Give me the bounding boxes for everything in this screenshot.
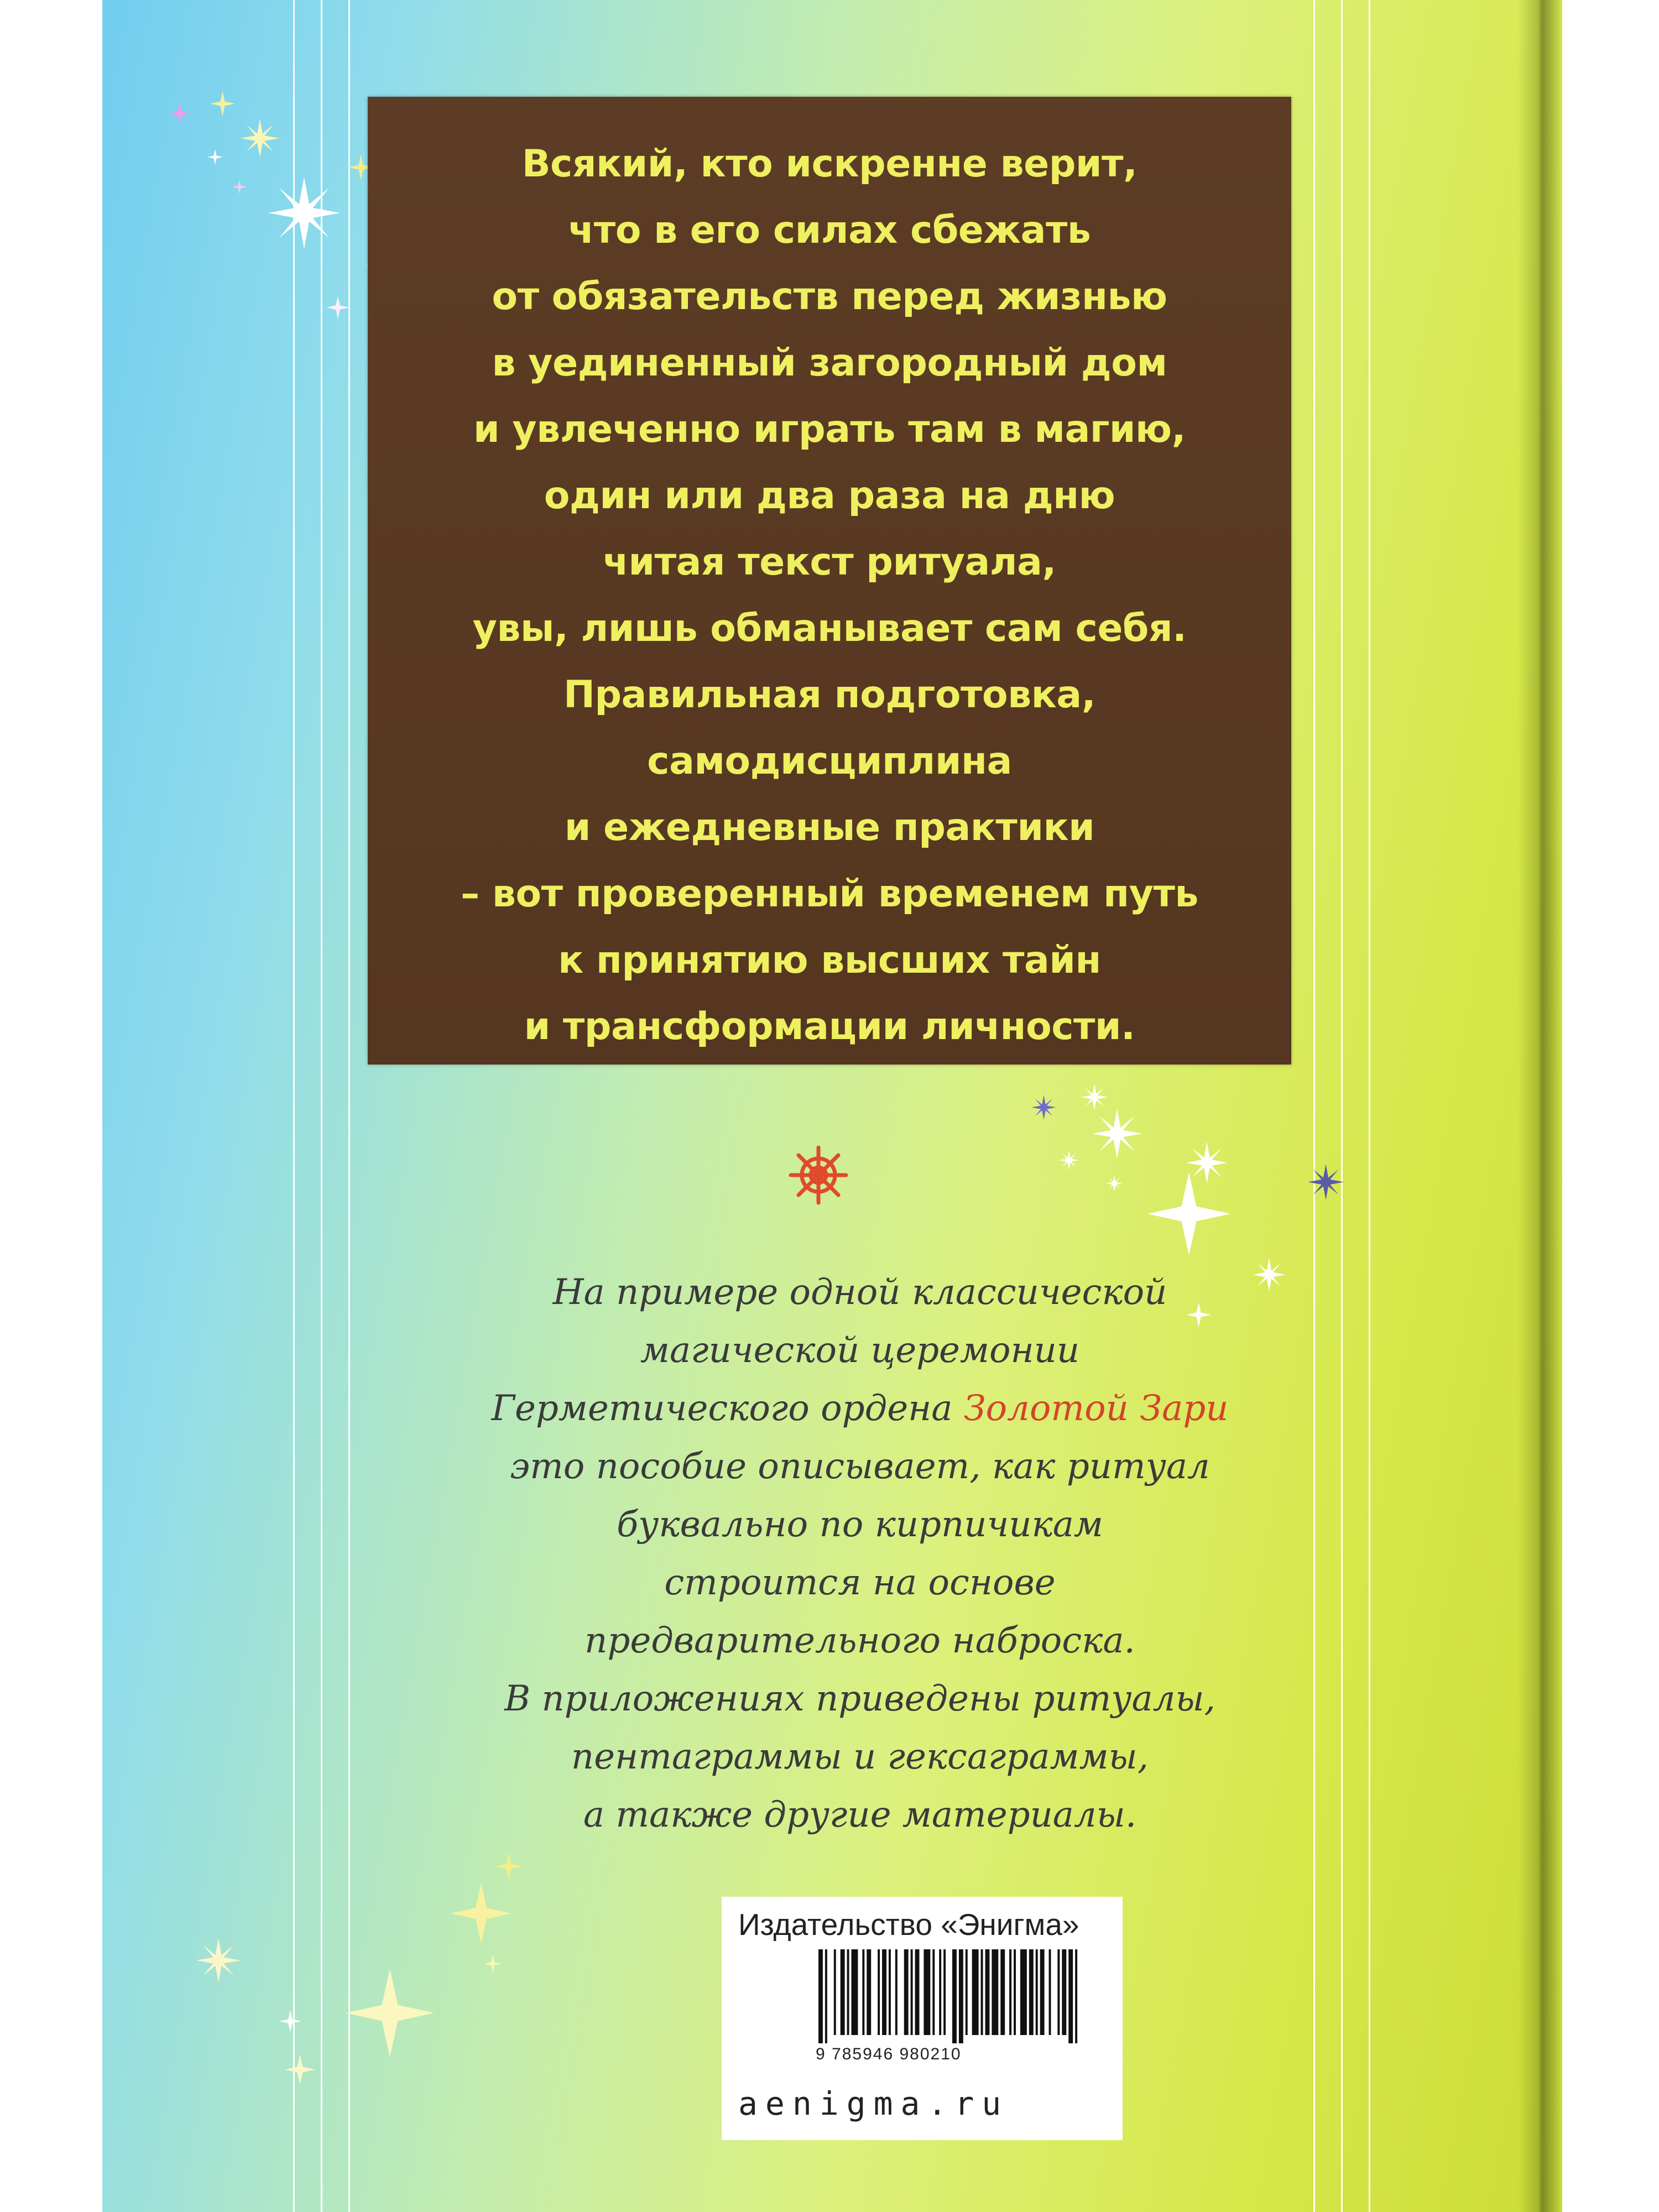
star-icon bbox=[326, 296, 349, 319]
star-icon bbox=[232, 180, 247, 194]
description-line: магической церемонии bbox=[640, 1330, 1080, 1371]
description-line: это пособие описывает, как ритуал bbox=[510, 1446, 1210, 1487]
barcode-bar bbox=[841, 1949, 845, 2035]
star-icon bbox=[241, 119, 279, 158]
quote-line: и увлеченно играть там в магию, bbox=[473, 408, 1186, 451]
barcode-bar bbox=[985, 1949, 989, 2035]
quote-line: – вот проверенный временем путь bbox=[461, 872, 1198, 916]
description-line: На примере одной классической bbox=[552, 1272, 1167, 1313]
star-icon bbox=[1147, 1172, 1230, 1255]
description-line: буквально по кирпичикам bbox=[617, 1504, 1103, 1545]
decorative-line bbox=[1313, 0, 1315, 2212]
quote-text bbox=[368, 131, 1291, 1060]
description-line: строится на основе bbox=[664, 1562, 1056, 1603]
barcode-bar bbox=[1057, 1949, 1060, 2035]
barcode-bar bbox=[904, 1949, 909, 2035]
star-icon bbox=[1186, 1142, 1228, 1183]
barcode-bar bbox=[1062, 1949, 1066, 2035]
barcode-bar bbox=[818, 1949, 823, 2043]
barcode-bar bbox=[1029, 1949, 1034, 2035]
star-icon bbox=[1106, 1175, 1123, 1192]
star-icon bbox=[1031, 1095, 1056, 1120]
book-spine-edge bbox=[1518, 0, 1562, 2212]
star-icon bbox=[346, 1969, 434, 2057]
description-line: предварительного наброска. bbox=[585, 1620, 1135, 1661]
star-icon bbox=[279, 2010, 301, 2032]
barcode-bar bbox=[1014, 1949, 1016, 2035]
quote-line: в уединенный загородный дом bbox=[492, 341, 1167, 385]
quote-line: и ежедневные практики bbox=[564, 806, 1095, 849]
barcode-bar bbox=[981, 1949, 983, 2035]
barcode-bar bbox=[825, 1949, 827, 2043]
barcode-bar bbox=[911, 1949, 913, 2035]
barcode-bar bbox=[834, 1949, 836, 2035]
barcode-bar bbox=[852, 1949, 858, 2035]
barcode-bar bbox=[952, 1949, 957, 2043]
barcode-bar bbox=[882, 1949, 886, 2035]
star-icon bbox=[196, 1938, 241, 1983]
star-icon bbox=[169, 102, 191, 124]
barcode-bar bbox=[943, 1949, 946, 2035]
description-line: пентаграммы и гексаграммы, bbox=[571, 1736, 1149, 1777]
barcode-bar bbox=[1068, 1949, 1073, 2043]
barcode-bar bbox=[972, 1949, 979, 2035]
quote-line: самодисциплина bbox=[647, 739, 1012, 783]
publisher-name: Издательство «Энигма» bbox=[738, 1907, 1079, 1942]
decorative-line bbox=[1369, 0, 1370, 2212]
barcode-bar bbox=[939, 1949, 941, 2035]
barcode-icon bbox=[818, 1949, 1084, 2043]
sunwheel-emblem-icon bbox=[785, 1142, 852, 1208]
decorative-line bbox=[1341, 0, 1343, 2212]
quote-line: увы, лишь обманывает сам себя. bbox=[472, 607, 1187, 650]
description-line bbox=[404, 1380, 1316, 1438]
star-icon bbox=[495, 1853, 523, 1880]
barcode-bar bbox=[862, 1949, 864, 2035]
barcode-bar bbox=[1036, 1949, 1038, 2035]
publisher-website: aenigma.ru bbox=[738, 2085, 1009, 2122]
quote-line: от обязательств перед жизнью bbox=[492, 275, 1167, 319]
quote-line: и трансформации личности. bbox=[524, 1005, 1135, 1048]
star-icon bbox=[1059, 1150, 1079, 1170]
barcode-bar bbox=[915, 1949, 920, 2035]
barcode-bar bbox=[992, 1949, 998, 2035]
barcode-bar bbox=[1049, 1949, 1051, 2035]
publisher-barcode-box bbox=[722, 1897, 1123, 2140]
description-line: В приложениях приведены ритуалы, bbox=[504, 1678, 1215, 1719]
barcode-bar bbox=[878, 1949, 880, 2035]
star-icon bbox=[268, 177, 340, 249]
isbn-number: 9 785946 980210 bbox=[816, 2045, 962, 2063]
quote-line: Всякий, кто искренне верит, bbox=[521, 142, 1138, 186]
quote-line: один или два раза на дню bbox=[544, 474, 1115, 518]
quote-line: что в его силах сбежать bbox=[568, 208, 1091, 252]
quote-line: к принятию высших тайн bbox=[558, 938, 1101, 982]
barcode-bar bbox=[966, 1949, 968, 2035]
description-text: Герметического ордена bbox=[491, 1388, 953, 1429]
barcode-bar bbox=[1000, 1949, 1005, 2035]
star-icon bbox=[451, 1883, 512, 1944]
star-icon bbox=[484, 1955, 502, 1973]
decorative-line bbox=[321, 0, 322, 2212]
star-icon bbox=[210, 91, 235, 116]
decorative-line bbox=[293, 0, 295, 2212]
star-icon bbox=[207, 149, 223, 165]
barcode-bar bbox=[1020, 1949, 1027, 2035]
barcode-bar bbox=[847, 1949, 849, 2035]
barcode-bar bbox=[889, 1949, 891, 2035]
quote-line: читая текст ритуала, bbox=[603, 540, 1056, 584]
book-description bbox=[404, 1264, 1316, 1844]
highlighted-order-name: Золотой Зари bbox=[963, 1388, 1229, 1429]
barcode-bar bbox=[1075, 1949, 1077, 2043]
description-line: а также другие материалы. bbox=[583, 1794, 1137, 1835]
barcode-bar bbox=[1040, 1949, 1045, 2035]
barcode-bar bbox=[959, 1949, 963, 2043]
barcode-bar bbox=[867, 1949, 871, 2035]
book-back-cover bbox=[102, 0, 1562, 2212]
barcode-bar bbox=[1009, 1949, 1011, 2035]
star-icon bbox=[1081, 1084, 1108, 1110]
barcode-bar bbox=[895, 1949, 898, 2035]
star-icon bbox=[1092, 1109, 1142, 1159]
decorative-line bbox=[348, 0, 350, 2212]
quote-panel bbox=[368, 97, 1291, 1065]
star-icon bbox=[285, 2054, 315, 2085]
barcode-bar bbox=[924, 1949, 930, 2035]
quote-line: Правильная подготовка, bbox=[563, 673, 1096, 717]
barcode-bar bbox=[932, 1949, 935, 2035]
